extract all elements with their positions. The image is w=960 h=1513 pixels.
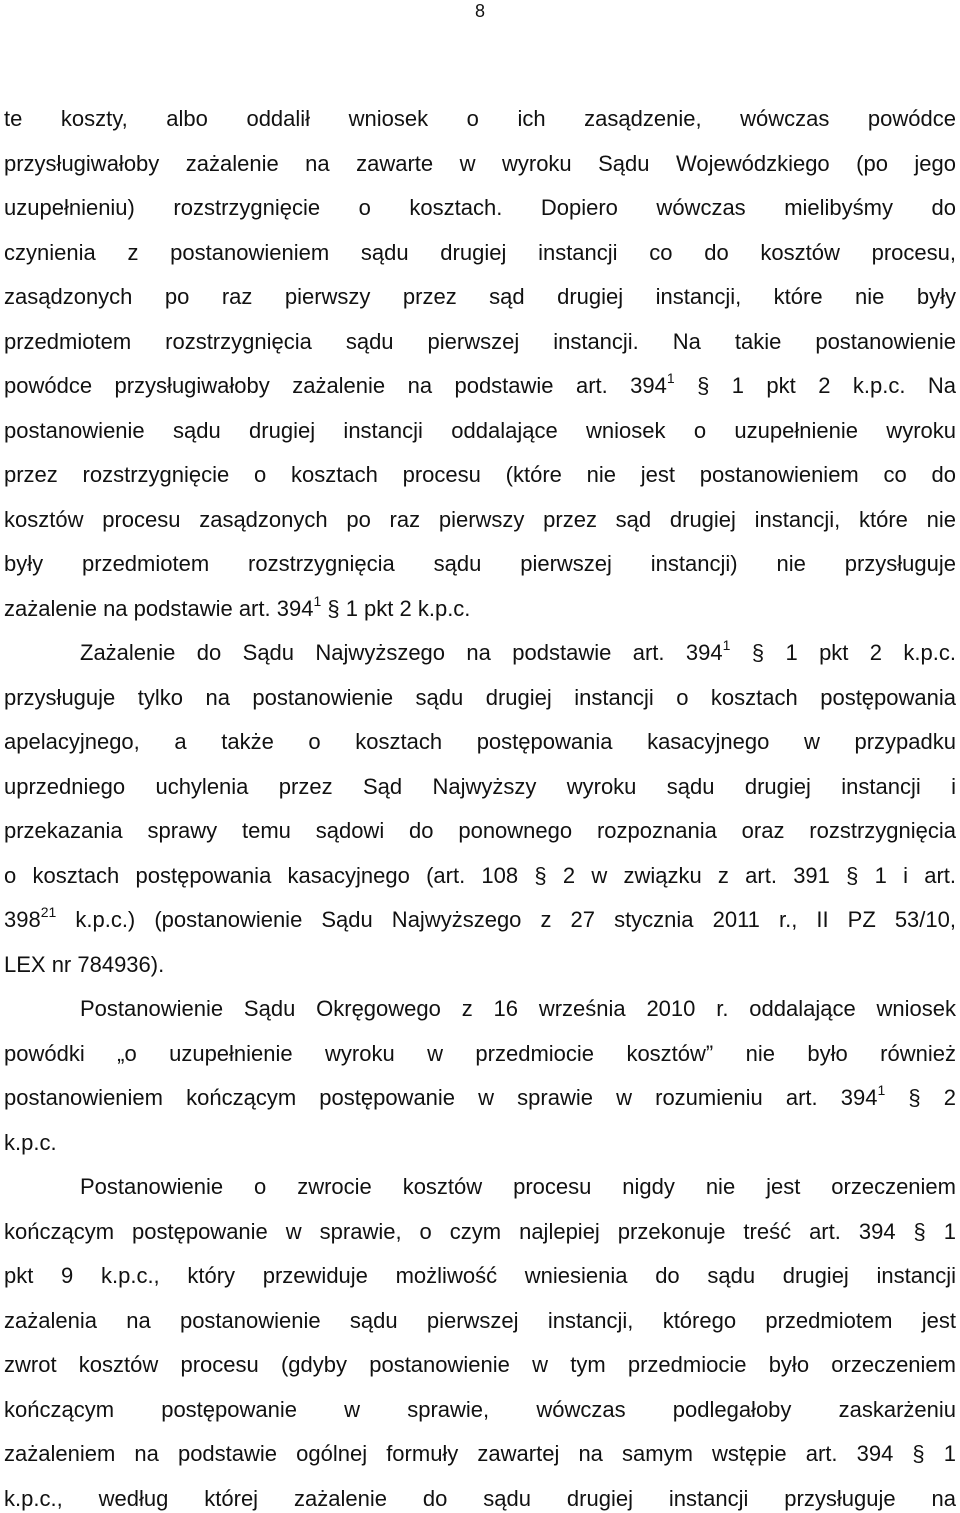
line-text: k.p.c. xyxy=(4,1130,57,1155)
line-text: zażalenie na podstawie art. 394 xyxy=(4,596,314,621)
text-line xyxy=(4,817,956,845)
text-line xyxy=(4,417,956,445)
text-line xyxy=(4,1218,956,1246)
superscript: 1 xyxy=(313,592,322,609)
line-text: zasądzonych po raz pierwszy przez sąd drugiej instancji, które nie były xyxy=(4,284,956,309)
line-text: kończącym postępowanie w sprawie, o czym najlepiej przekonuje treść art. 394 § 1 xyxy=(4,1219,956,1244)
line-text: uzupełnieniu) rozstrzygnięcie o kosztach. Dopiero wówczas mielibyśmy do xyxy=(4,195,956,220)
line-text: przysługiwałoby zażalenie na zawarte w wyroku Sądu Wojewódzkiego (po jego xyxy=(4,151,956,176)
text-line xyxy=(4,1081,956,1112)
line-text: przez rozstrzygnięcie o kosztach procesu (które nie jest postanowieniem co do xyxy=(4,462,956,487)
line-text-continued: k.p.c.) (postanowienie Sądu Najwyższego z 27 stycznia 2011 r., II PZ 53/10, xyxy=(56,907,956,932)
line-text: pkt 9 k.p.c., który przewiduje możliwość wniesienia do sądu drugiej instancji xyxy=(4,1263,956,1288)
text-line xyxy=(4,1307,956,1335)
text-line xyxy=(4,369,956,400)
line-text: przedmiotem rozstrzygnięcia sądu pierwszej instancji. Na takie postanowienie xyxy=(4,329,956,354)
text-line xyxy=(4,862,956,890)
text-line xyxy=(4,461,956,489)
text-line xyxy=(4,1485,956,1513)
text-line xyxy=(4,506,956,534)
line-text: te koszty, albo oddalił wniosek o ich zasądzenie, wówczas powódce xyxy=(4,106,956,131)
line-text: apelacyjnego, a także o kosztach postępowania kasacyjnego w przypadku xyxy=(4,729,956,754)
line-text: zażaleniem na podstawie ogólnej formuły zawartej na samym wstępie art. 394 § 1 xyxy=(4,1441,956,1466)
text-line xyxy=(4,903,956,934)
line-text: zwrot kosztów procesu (gdyby postanowienie w tym przedmiocie było orzeczeniem xyxy=(4,1352,956,1377)
line-text-continued: § 2 xyxy=(885,1085,956,1110)
line-text: o kosztach postępowania kasacyjnego (art. 108 § 2 w związku z art. 391 § 1 i art. xyxy=(4,863,956,888)
text-line xyxy=(4,550,956,578)
text-line xyxy=(4,1262,956,1290)
text-line xyxy=(4,1173,956,1201)
text-line xyxy=(4,592,956,623)
superscript: 21 xyxy=(40,903,57,920)
text-line xyxy=(4,150,956,178)
text-line xyxy=(4,636,957,667)
text-line xyxy=(4,105,956,133)
text-line xyxy=(4,1351,956,1379)
line-text: czynienia z postanowieniem sądu drugiej instancji co do kosztów procesu, xyxy=(4,240,956,265)
text-line xyxy=(4,1396,956,1424)
line-text: przekazania sprawy temu sądowi do ponownego rozpoznania oraz rozstrzygnięcia xyxy=(4,818,956,843)
line-text: powódki „o uzupełnienie wyroku w przedmiocie kosztów” nie było również xyxy=(4,1041,956,1066)
text-line xyxy=(4,951,956,979)
line-text: k.p.c., według której zażalenie do sądu drugiej instancji przysługuje na xyxy=(4,1486,956,1511)
line-text-continued: § 1 pkt 2 k.p.c. xyxy=(321,596,471,621)
text-line xyxy=(4,239,956,267)
line-text: postanowienie sądu drugiej instancji oddalające wniosek o uzupełnienie wyroku xyxy=(4,418,956,443)
line-text: Postanowienie o zwrocie kosztów procesu nigdy nie jest orzeczeniem xyxy=(80,1174,956,1199)
page-number: 8 xyxy=(474,1,485,21)
line-text: były przedmiotem rozstrzygnięcia sądu pierwszej instancji) nie przysługuje xyxy=(4,551,956,576)
line-text-continued: § 1 pkt 2 k.p.c. Na xyxy=(674,373,956,398)
line-text: powódce przysługiwałoby zażalenie na podstawie art. 394 xyxy=(4,373,667,398)
line-text: kończącym postępowanie w sprawie, wówczas podlegałoby zaskarżeniu xyxy=(4,1397,956,1422)
text-line xyxy=(4,684,956,712)
text-line xyxy=(4,728,956,756)
superscript: 1 xyxy=(666,369,675,386)
text-line xyxy=(4,283,956,311)
line-text: postanowieniem kończącym postępowanie w sprawie w rozumieniu art. 394 xyxy=(4,1085,878,1110)
superscript: 1 xyxy=(722,636,731,653)
text-line xyxy=(4,328,956,356)
line-text: kosztów procesu zasądzonych po raz pierwszy przez sąd drugiej instancji, które nie xyxy=(4,507,956,532)
text-line xyxy=(4,1440,956,1468)
line-text: uprzedniego uchylenia przez Sąd Najwyższy wyroku sądu drugiej instancji i xyxy=(4,774,956,799)
line-text: Zażalenie do Sądu Najwyższego na podstawie art. 394 xyxy=(80,640,723,665)
text-line xyxy=(4,1129,956,1157)
text-line xyxy=(4,1040,956,1068)
superscript: 1 xyxy=(877,1081,886,1098)
line-text: 398 xyxy=(4,907,41,932)
text-line xyxy=(4,194,956,222)
line-text: przysługuje tylko na postanowienie sądu drugiej instancji o kosztach postępowania xyxy=(4,685,956,710)
line-text: zażalenia na postanowienie sądu pierwszej instancji, którego przedmiotem jest xyxy=(4,1308,956,1333)
line-text: Postanowienie Sądu Okręgowego z 16 września 2010 r. oddalające wniosek xyxy=(80,996,956,1021)
line-text: LEX nr 784936). xyxy=(4,952,165,977)
line-text-continued: § 1 pkt 2 k.p.c. xyxy=(730,640,957,665)
text-line xyxy=(4,995,956,1023)
text-line xyxy=(4,773,956,801)
